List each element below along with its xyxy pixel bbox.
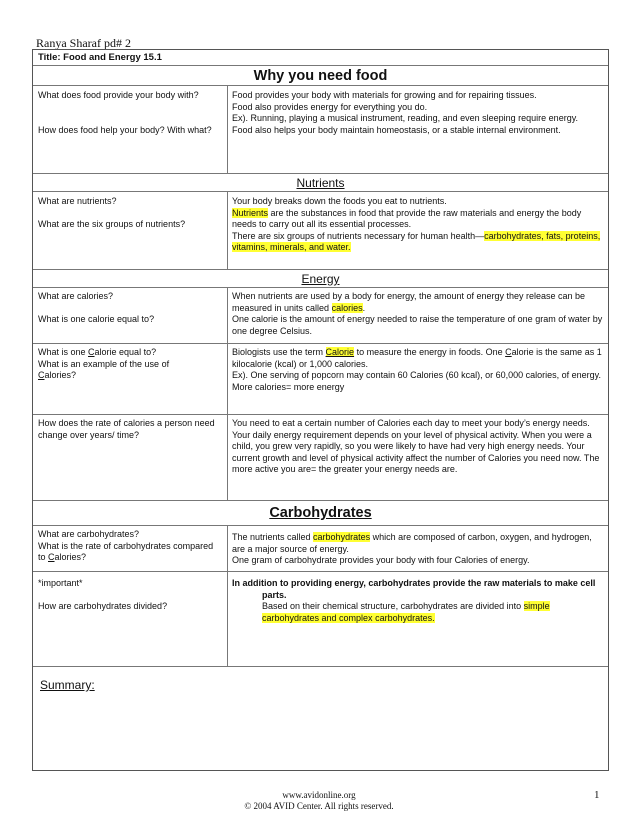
- footer-copyright: © 2004 AVID Center. All rights reserved.: [244, 801, 394, 811]
- note-line: In addition to providing energy, carbohydrates provide the raw materials to make cell parts.: [232, 578, 596, 600]
- section-title-why: Why you need food: [253, 68, 388, 84]
- note-line: One gram of carbohydrate provides your body with four Calories of energy.: [232, 555, 530, 565]
- question: What are carbohydrates?: [38, 529, 140, 539]
- note-line: Biologists use the term Calorie to measure the energy in foods. One Calorie is the same as 1 kilocalorie (kcal) or 1,000 calories.: [232, 347, 602, 369]
- notes-row-energy-2: [33, 344, 608, 415]
- answer-cell: [232, 196, 604, 254]
- question-cell: [38, 347, 223, 382]
- highlight: simple carbohydrates and complex carbohydrates.: [262, 601, 550, 623]
- column-divider: [227, 572, 228, 666]
- highlight: carbohydrates: [313, 532, 371, 542]
- section-header-nutrients: [33, 174, 608, 192]
- document-title: Title: Food and Energy 15.1: [38, 52, 162, 63]
- note-line: Nutrients are the substances in food that provide the raw materials and energy the body needs to carry out all its essential processes.: [232, 207, 582, 229]
- notes-row-energy-1: [33, 288, 608, 344]
- column-divider: [227, 288, 228, 343]
- highlight: Nutrients: [232, 207, 269, 218]
- question: What is one calorie equal to?: [38, 314, 155, 324]
- section-title-carbs: Carbohydrates: [269, 505, 372, 521]
- section-header-energy: [33, 270, 608, 288]
- cornell-notes-sheet: [32, 49, 609, 771]
- question: How are carbohydrates divided?: [38, 601, 168, 611]
- note-line: More calories= more energy: [232, 381, 345, 392]
- question: What are the six groups of nutrients?: [38, 219, 186, 229]
- notes-row-why: [33, 86, 608, 174]
- notes-row-carbs-2: [33, 572, 608, 667]
- question-cell: [38, 90, 223, 136]
- question: How does food help your body? With what?: [38, 124, 212, 135]
- column-divider: [227, 86, 228, 173]
- note-paragraph: You need to eat a certain number of Calories each day to meet your body’s energy needs. Your daily energy requirement depends on your level of physical activity. When you were a child, you grew very rapidly, so you were likely to have had very high energy needs. Your current growth and level of physical activity affect the number of Calories you need now. The more active you are= the greater your energy needs are.: [232, 418, 600, 474]
- note-line: When nutrients are used by a body for energy, the amount of energy they release can be measured in units called calories.: [232, 291, 586, 313]
- notes-row-energy-3: [33, 415, 608, 501]
- column-divider: [227, 415, 228, 500]
- question: Calories?: [38, 370, 77, 380]
- note-line: There are six groups of nutrients necessary for human health—carbohydrates, fats, proteins, vitamins, minerals, and water.: [232, 230, 601, 252]
- question: How does the rate of calories a person need change over years/ time?: [38, 418, 215, 440]
- question-cell: [38, 418, 223, 441]
- title-row: [33, 50, 608, 66]
- note-line: Ex). One serving of popcorn may contain 60 Calories (60 kcal), or 60,000 calories, of energy.: [232, 370, 602, 380]
- column-divider: [227, 192, 228, 269]
- column-divider: [227, 344, 228, 414]
- note-line: The nutrients called carbohydrates which are composed of carbon, oxygen, and hydrogen, are a major source of energy.: [232, 532, 592, 554]
- note-line: Ex). Running, playing a musical instrument, reading, and even sleeping require energy.: [232, 113, 579, 123]
- highlight: carbohydrates, fats, proteins, vitamins, minerals, and water.: [232, 230, 601, 252]
- note-line: Your body breaks down the foods you eat to nutrients.: [232, 196, 447, 206]
- answer-cell: [232, 347, 604, 393]
- question-cell: [38, 529, 223, 564]
- footer: [0, 790, 638, 812]
- section-title-energy: Energy: [301, 272, 340, 286]
- answer-cell: [232, 90, 604, 136]
- note-line: One calorie is the amount of energy needed to raise the temperature of one gram of water by one degree Celsius.: [232, 314, 603, 336]
- question: What does food provide your body with?: [38, 90, 199, 100]
- question-cell: [38, 196, 223, 231]
- question-cell: [38, 291, 223, 326]
- page-number: 1: [594, 789, 600, 801]
- answer-cell: [232, 291, 604, 337]
- answer-cell: [232, 532, 604, 567]
- question: *important*: [38, 578, 83, 588]
- question-cell: [38, 578, 223, 613]
- note-line: Food also provides energy for everything you do.: [232, 101, 428, 112]
- summary-label: Summary:: [40, 678, 95, 692]
- section-title-nutrients: Nutrients: [296, 176, 345, 190]
- column-divider: [227, 526, 228, 571]
- question: What is one Calorie equal to?: [38, 347, 157, 357]
- question: What are calories?: [38, 291, 114, 301]
- student-name: Ranya Sharaf pd# 2: [36, 36, 131, 50]
- question: What are nutrients?: [38, 196, 117, 206]
- notes-row-nutrients: [33, 192, 608, 270]
- answer-cell: [232, 578, 604, 624]
- note-line: Based on their chemical structure, carbohydrates are divided into simple carbohydrates and complex carbohydrates.: [262, 601, 550, 623]
- note-line: Food also helps your body maintain homeostasis, or a stable internal environment.: [232, 124, 561, 135]
- question: What is the rate of carbohydrates compared to Calories?: [38, 540, 214, 562]
- section-header-carbs: [33, 501, 608, 526]
- highlight: Calorie: [325, 347, 355, 357]
- note-line: Food provides your body with materials for growing and for repairing tissues.: [232, 90, 537, 100]
- section-header-why: [33, 66, 608, 86]
- footer-url: www.avidonline.org: [282, 790, 356, 800]
- highlight: calories: [331, 302, 363, 313]
- notes-row-carbs-1: [33, 526, 608, 572]
- answer-cell: [232, 418, 604, 476]
- question: What is an example of the use of: [38, 358, 170, 369]
